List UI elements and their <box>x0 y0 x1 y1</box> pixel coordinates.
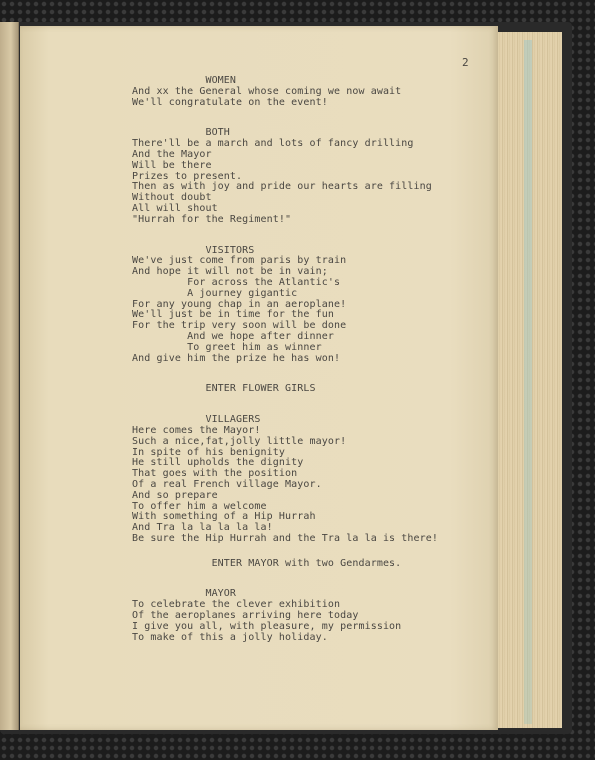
script-line: To make of this a jolly holiday. <box>132 631 328 643</box>
section-heading-both: BOTH <box>132 127 230 139</box>
script-line: Here comes the Mayor! <box>132 424 261 436</box>
script-line: And so prepare <box>132 489 218 501</box>
script-line: We'll congratulate on the event! <box>132 96 328 108</box>
script-line: To offer him a welcome <box>132 500 267 512</box>
section-heading-women: WOMEN <box>132 75 237 86</box>
script-line: For the trip very soon will be done <box>132 320 347 332</box>
page-stack-edge-tint <box>524 40 532 724</box>
section-heading-visitors: VISITORS <box>132 244 255 256</box>
script-line: With something of a Hip Hurrah <box>132 511 316 523</box>
script-line: All will shout <box>132 202 218 214</box>
script-line: To greet him as winner <box>132 341 322 353</box>
script-line: He still upholds the dignity <box>132 457 304 469</box>
script-line: Then as with joy and pride our hearts are filling <box>132 181 432 193</box>
script-line: We'll just be in time for the fun <box>132 309 334 321</box>
script-line: A journey gigantic <box>132 287 298 299</box>
script-text <box>132 76 492 643</box>
script-line: Of a real French village Mayor. <box>132 478 322 490</box>
script-line: Such a nice,fat,jolly little mayor! <box>132 435 347 447</box>
script-line: We've just come from paris by train <box>132 255 347 267</box>
script-line: For any young chap in an aeroplane! <box>132 298 347 310</box>
script-line: There'll be a march and lots of fancy drilling <box>132 138 414 150</box>
script-line: And Tra la la la la la! <box>132 522 273 534</box>
script-line: For across the Atlantic's <box>132 276 341 288</box>
script-line: To celebrate the clever exhibition <box>132 599 341 611</box>
script-line: And hope it will not be in vain; <box>132 266 328 278</box>
script-line: Will be there <box>132 159 212 171</box>
script-line: Prizes to present. <box>132 170 243 182</box>
section-heading-villagers: VILLAGERS <box>132 414 261 426</box>
page-number: 2 <box>462 56 469 69</box>
left-page-edge <box>0 22 19 730</box>
script-line: "Hurrah for the Regiment!" <box>132 213 292 225</box>
script-line: That goes with the position <box>132 468 298 480</box>
script-line: Of the aeroplanes arriving here today <box>132 610 359 622</box>
script-line: Without doubt <box>132 192 212 204</box>
stage-direction-enter-mayor: ENTER MAYOR with two Gendarmes. <box>132 557 402 569</box>
script-line: I give you all, with pleasure, my permission <box>132 620 402 632</box>
script-line: And we hope after dinner <box>132 330 334 342</box>
script-line: And give him the prize he has won! <box>132 352 341 364</box>
script-line: In spite of his benignity <box>132 446 286 458</box>
script-line: And the Mayor <box>132 148 212 160</box>
section-heading-mayor: MAYOR <box>132 588 237 600</box>
script-line: Be sure the Hip Hurrah and the Tra la la is there! <box>132 532 439 544</box>
stage-direction-enter-flower-girls: ENTER FLOWER GIRLS <box>132 383 316 395</box>
script-line: And xx the General whose coming we now await <box>132 85 402 97</box>
